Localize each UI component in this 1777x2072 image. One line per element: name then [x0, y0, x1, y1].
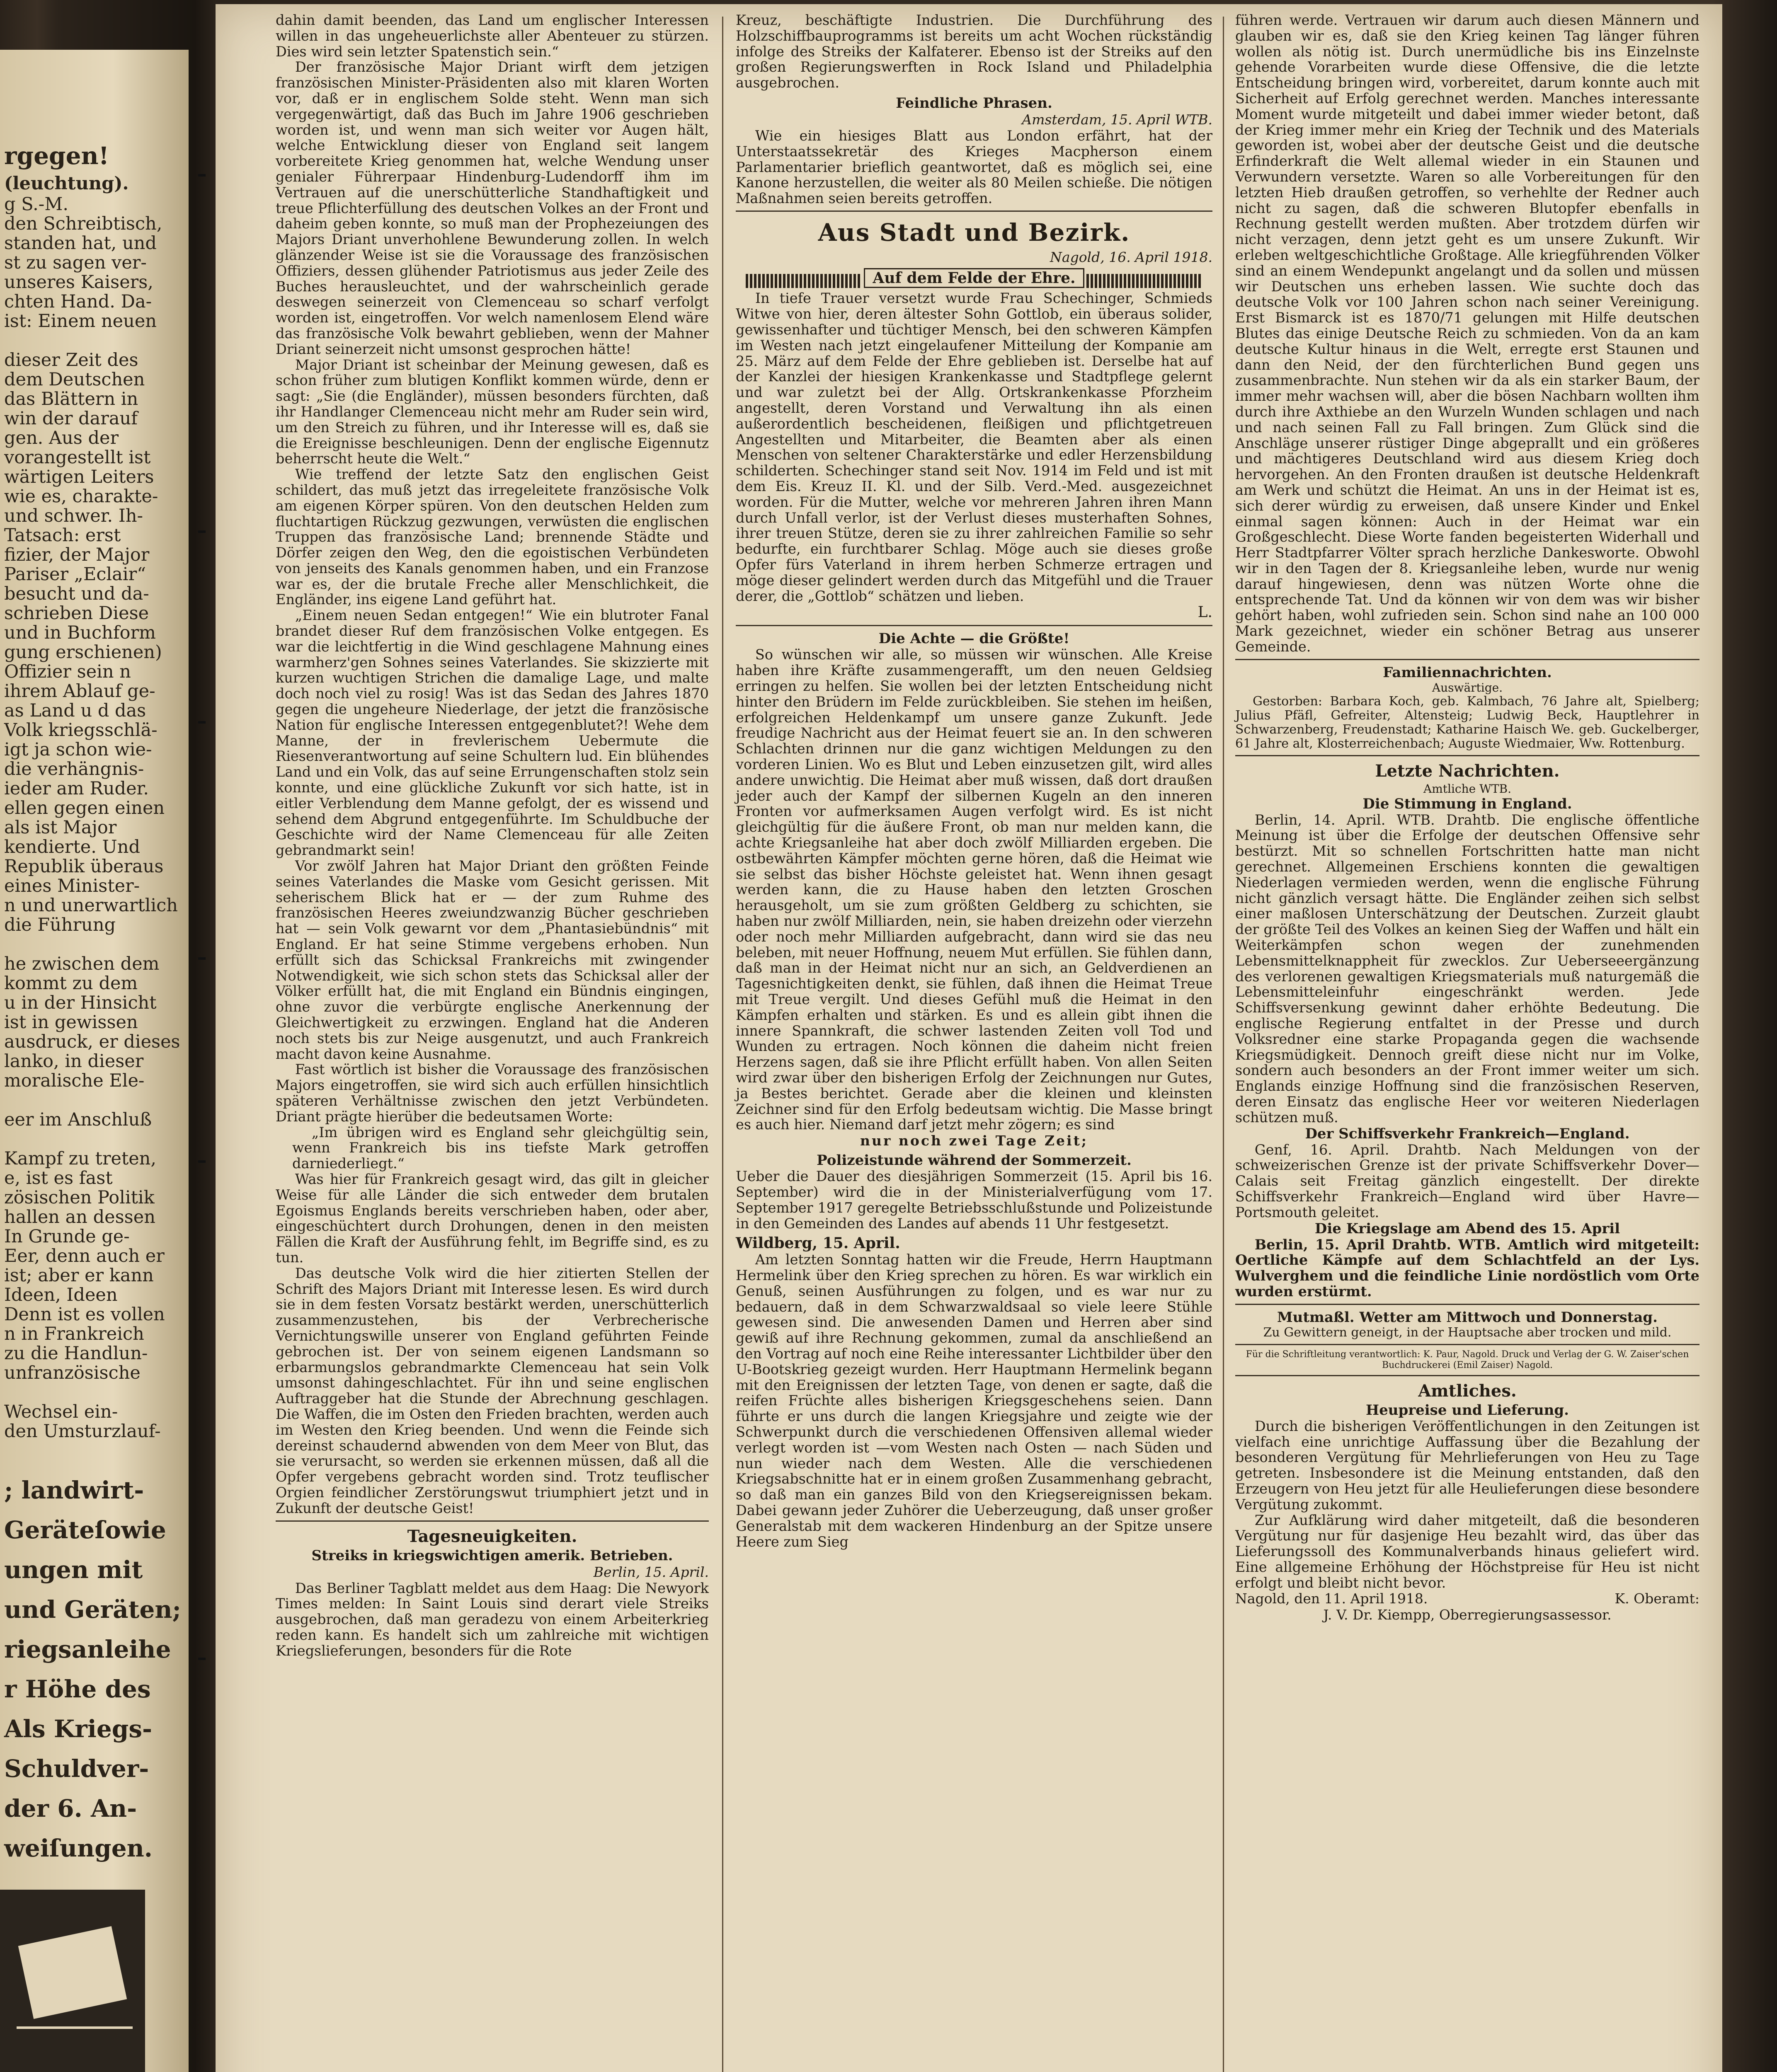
col1-para: „Einem neuen Sedan entgegen!“ Wie ein blutroter Fanal brandet dieser Ruf dem französischen Volke entgegen. Es war die leichtfertig in die Wind geschlagene Mahnung eines warmherz'gen Sohnes seines Vaterlandes. Sie skizzierte mit kurzen wuchtigen Strichen die damalige Lage, und malte doch noch viel zu rosig! Was ist das Sedan des Jahres 1870 gegen die ungeheure Niederlage, der jetzt die französische Nation für englische Interessen entgegenblutet?! Wehe dem Manne, der in frevlerischem Uebermute die Riesenverantwortung auf seine Schultern lud. Ein blühendes Land und ein Volk, das auf seine Errungenschaften stolz sein konnte, und eine glückliche Zukunft vor sich hatte, ist in eitler Verblendung dem Manne gefolgt, der es wissend und sehend dem Abgrund entgegenführte. Im Schuldbuche der Geschichte wird der Name Clemenceau für alle Zeiten gebrandmarkt sein! [276, 607, 709, 859]
article-title: Der Schiffsverkehr Frankreich—England. [1305, 1125, 1630, 1142]
dateline: Berlin, 15. April. [593, 1564, 709, 1580]
left-line: Volk kriegsschlä- [4, 720, 158, 741]
left-line: den Schreibtisch, [4, 213, 162, 234]
newspaper-page [216, 4, 1722, 2072]
margin-mark [198, 174, 206, 177]
col2-para: Kreuz, beschäftigte Industrien. Die Durchführung des Holzschiffbauprogramms ist bereits um acht Wochen rückständig infolge des Streiks der Kalfaterer. Ebenso ist der Streiks auf den großen Regierungswerften in Rock Island und Philadelphia ausgebrochen. [736, 12, 1212, 91]
ornament-icon [746, 274, 862, 288]
left-line: wie es, charakte- [4, 486, 158, 507]
col2-para: So wünschen wir alle, so müssen wir wünschen. Alle Kreise haben ihre Kräfte zusammengerafft, um den neuen Geldsieg erringen zu helfen. Sie wollen bei der letzten Entscheidung nicht hinter den Brüdern im Felde zurückbleiben. Sie stehen im heißen, erfolgreichen Heldenkampf um unsere ganze Zukunft. Jede freudige Nachricht aus der Heimat feuert sie an. In den schweren Schlachten drinnen nur die ganz wichtigen Meldungen zu den vorderen Linien. Wo es Blut und Leben einzusetzen gilt, wird alles andere unwichtig. Die Heimat aber muß wissen, daß dort draußen jeder auch der Kampf der silbernen Kugeln an den inneren Fronten vor aufmerksamen Augen verfolgt wird. Es ist nicht gleichgültig für die äußere Front, ob man nur melden kann, die achte Kriegsanleihe hat aber doch zwölf Milliarden ergeben. Die ostbewährten Kämpfer möchten gerne hören, daß die Heimat wie sie selbst das bisher Höchste geleistet hat. Wenn ihnen gesagt werden kann, die zu Hause haben den letzten Groschen herausgeholt, um sie zum größten Geldberg zu schichten, sie haben nur zwölf Milliarden, nein, sie haben dreizehn oder vierzehn oder noch mehr Milliarden aufgebracht, dann wird sie das neu beleben, mit neuer Hoffnung, neuem Mut erfüllen. Sie fühlen dann, daß man in der Heimat nicht nur an sich, an Geldverdienen an Tagesnichtigkeiten denkt, sie fühlen, daß ihnen die Heimat Treue mit Treue vergilt. Und dieses Gefühl muß die Heimat in den Kämpfen erhalten und stärken. Es und es allein gibt ihnen die innere Spannkraft, die schwer lastenden Zeiten voll Tod und Wunden zu ertragen. Noch können die daheim nicht freien Herzens sagen, daß sie ihre Pflicht erfüllt haben. Von allen Seiten wird zwar über den bisherigen Erfolg der Zeichnungen nur Gutes, ja Bestes berichtet. Gerade aber die kleinen und kleinsten Zeichner sind für den Erfolg bedeutsam wichtig. Die Masse bringt es auch hier. Niemand darf jetzt mehr zögern; es sind [736, 646, 1212, 1133]
left-line: eer im Anschluß [4, 1109, 152, 1130]
left-line: standen hat, und [4, 233, 157, 254]
left-line: he zwischen dem [4, 954, 160, 974]
left-line: n und unerwartlich [4, 895, 178, 916]
left-line: Denn ist es vollen [4, 1304, 165, 1325]
left-line: wärtigen Leiters [4, 467, 154, 487]
left-line: Offizier sein n [4, 661, 131, 682]
left-advert-line: r Höhe des [4, 1675, 151, 1703]
left-line: chten Hand. Da- [4, 291, 152, 312]
left-line: ihrem Ablauf ge- [4, 681, 155, 702]
left-line: unseres Kaisers, [4, 272, 153, 293]
col1-para: Das deutsche Volk wird die hier zitierten Stellen der Schrift des Majors Driant mit Interesse lesen. Es wird durch sie in dem festen Vorsatz bestärkt werden, unerschütterlich zusammenzustehen, bis der Verbrecherische Vernichtungswille unserer von England geführten Feinde gebrochen ist. Der von seinem eigenen Landsmann so erbarmungslos gebrandmarkte Clemenceau hat sein Volk umsonst dahingeschlachtet. Für ihn und seine englischen Auftraggeber hat die Stunde der Abrechnung geschlagen. Die Waffen, die im Osten den Frieden brachten, werden auch im Westen den Krieg beenden. Und wenn die Feinde sich dereinst schaudernd abwenden von dem Meer von Blut, das sie verursacht, so werden sie erkennen müssen, daß all die Opfer vergebens gebracht worden sind. Trotz teuflischer Orgien feindlicher Zerstörungswut triumphiert jetzt und in Zukunft der deutsche Geist! [276, 1265, 709, 1516]
left-line: Ideen, Ideen [4, 1285, 118, 1305]
left-line: ist in gewissen [4, 1012, 138, 1033]
left-line: dieser Zeit des [4, 350, 138, 370]
section-title: Aus Stadt und Bezirk. [818, 218, 1130, 247]
left-line: Kampf zu treten, [4, 1148, 157, 1169]
margin-mark [198, 957, 206, 960]
left-line: das Blättern in [4, 389, 138, 409]
section-title: Tagesneuigkeiten. [407, 1526, 577, 1546]
section-rule [1235, 659, 1699, 660]
article-title: Die Stimmung in England. [1362, 795, 1572, 812]
left-line: Pariser „Eclair“ [4, 564, 146, 585]
left-line: n in Frankreich [4, 1324, 144, 1344]
left-line: den Umsturzlauf- [4, 1421, 161, 1442]
section-rule [1235, 1344, 1699, 1345]
left-advert-line: der 6. An- [4, 1794, 137, 1823]
article-title: Polizeistunde während der Sommerzeit. [817, 1152, 1132, 1169]
left-line: ieder am Ruder. [4, 778, 149, 799]
article-title: Auf dem Felde der Ehre. [864, 268, 1084, 288]
left-line: und in Buchform [4, 622, 156, 643]
left-line: dem Deutschen [4, 369, 145, 390]
col1-para: Major Driant ist scheinbar der Meinung gewesen, daß es schon früher zum blutigen Konflikt kommen würde, denn er sagt: „Sie (die Engländer), müssen besonders fürchten, daß ihr Handlanger Clemenceau nicht mehr am Ruder sein wird, um den Streich zu führen, und ihr Interesse will es, daß sie die Ereignisse beschleunigen. Denn der englische Eigennutz beherrscht heute die Welt.“ [276, 356, 709, 467]
section-title: Letzte Nachrichten. [1375, 761, 1560, 781]
imprint: Für die Schriftleitung verantwortlich: K. Paur, Nagold. Druck und Verlag der G. W. Zaiser'schen Buchdruckerei (Emil Zaiser) Nagold. [1246, 1349, 1689, 1370]
left-line: In Grunde ge- [4, 1226, 130, 1247]
left-title: rgegen! [4, 142, 109, 170]
left-line: g S.-M. [4, 194, 69, 215]
section-subtitle: Auswärtige. [1432, 680, 1503, 695]
left-line: Tatsach: erst [4, 525, 121, 546]
left-advert-line: ; landwirt- [4, 1476, 144, 1504]
left-advert-line: Geräteſowie [4, 1516, 166, 1544]
margin-mark [198, 1658, 206, 1660]
left-line: eines Minister- [4, 876, 140, 896]
decree-footer [1235, 1591, 1699, 1607]
left-line: unfranzösische [4, 1363, 141, 1383]
left-subtitle: (leuchtung). [4, 173, 129, 194]
margin-mark [198, 530, 206, 533]
spaced-line: nur noch zwei Tage Zeit; [860, 1133, 1088, 1149]
article-title: Heupreise und Lieferung. [1365, 1402, 1569, 1418]
section-rule [736, 211, 1212, 212]
left-line: igt ja schon wie- [4, 739, 152, 760]
col1-para: Wie treffend der letzte Satz den englischen Geist schildert, das muß jetzt das irregeleitete französische Volk am eigenen Körper spüren. Von den deutschen Helden zum fluchtartigen Rückzug gezwungen, verwüsten die englischen Truppen das französische Land; brennende Städte und Dörfer zeigen den Weg, den die egoistischen Verbündeten von jenseits des Kanals genommen haben, und ein Franzose war es, der die brutale Freche aller Menschlichkeit, die Engländer, ins eigene Land geführt hat. [276, 466, 709, 608]
section-rule [736, 625, 1212, 626]
left-line: und schwer. Ih- [4, 506, 143, 526]
column-rule [722, 17, 723, 2072]
column-rule [1223, 17, 1224, 2072]
col1-para: dahin damit beenden, das Land um englischer Interessen willen in das ungeheuerlichste aller Abenteuer zu stürzen. Dies wird sein letzter Spatenstich sein.“ [276, 12, 709, 60]
left-line: hallen an dessen [4, 1207, 155, 1227]
left-line: besucht und da- [4, 583, 149, 604]
article-title: Die Kriegslage am Abend des 15. April [1314, 1220, 1620, 1237]
left-line: moralische Ele- [4, 1070, 145, 1091]
col2-para: Wie ein hiesiges Blatt aus London erfährt, hat der Unterstaatssekretär des Krieges Macpherson einem Parlamentarier brieflich geantwortet, daß es möglich sei, eine Kanone herzustellen, die weiter als 80 Meilen schieße. Die nötigen Maßnahmen seien bereits getroffen. [736, 127, 1212, 207]
col3-para: Gestorben: Barbara Koch, geb. Kalmbach, 76 Jahre alt, Spielberg; Julius Pfäfl, Gefreiter, Altensteig; Ludwig Beck, Hauptlehrer in Schwarzenberg, Freudenstadt; Katharine Haisch We. geb. Guckelberger, 61 Jahre alt, Klosterreichenbach; Auguste Wiedmaier, Ww. Rottenburg. [1235, 694, 1699, 751]
col1-quote: „Im übrigen wird es England sehr gleichgültig sein, wenn Frankreich bis ins tiefste Mark getroffen darniederliegt.“ [292, 1124, 709, 1172]
col3-para: Genf, 16. April. Drahtb. Nach Meldungen von der schweizerischen Grenze ist der private Schiffsverkehr Dover—Calais seit Freitag gänzlich eingestellt. Der direkte Schiffsverkehr Frankreich—England wird über Havre—Portsmouth geleitet. [1235, 1141, 1699, 1220]
col2-para: Am letzten Sonntag hatten wir die Freude, Herrn Hauptmann Hermelink über den Krieg sprechen zu hören. Es war wirklich ein Genuß, seinen Ausführungen zu folgen, und es war nur zu bedauern, daß in dem Schwarzwaldsaal so viele leere Stühle gewesen sind. Die anwesenden Damen und Herren aber sind gewiß auf ihre Rechnung gekommen, zumal da anschließend an den Vortrag auf noch eine Reihe interessanter Lichtbilder über den U-Bootskrieg gezeigt wurden. Herr Hauptmann Hermelink begann mit den Ereignissen der letzten Tage, von denen er sagte, daß die reifen Früchte alles bisherigen Kriegsgeschehens seien. Dann führte er uns durch die langen Kriegsjahre und zeigte wie der Schwerpunkt durch die verschiedenen Offensiven allemal wieder verlegt worden ist —vom Westen nach Osten — nach Süden und nun wieder nach dem Westen. Alle die verschiedenen Kriegsabschnitte hat er in einem großen Zusammenhang gebracht, so daß man ein ganzes Bild von den Kriegsereignissen bekam. Dabei gewann jeder Zuhörer die Ueberzeugung, daß unser großer Generalstab mit dem wackeren Hindenburg an der Spitze unsere Heere zum Sieg [736, 1251, 1212, 1550]
weather-text: Zu Gewittern geneigt, in der Hauptsache aber trocken und mild. [1263, 1325, 1672, 1340]
margin-mark [198, 1160, 206, 1163]
dateline: Amsterdam, 15. April WTB. [1022, 111, 1212, 128]
signature: L. [1198, 604, 1212, 621]
left-line: u in der Hinsicht [4, 992, 157, 1013]
article-title: Streiks in kriegswichtigen amerik. Betrieben. [311, 1547, 673, 1564]
left-line: ist: Einem neuen [4, 311, 157, 332]
column-3 [1235, 12, 1699, 1623]
left-line: e, ist es fast [4, 1168, 113, 1188]
col1-para: Vor zwölf Jahren hat Major Driant den größten Feinde seines Vaterlandes die Maske vom Gesicht gerissen. Mit seherischem Blick hat er — der zum Ruhme des französischen Heeres zweiundzwanzig Bücher geschrieben hat — sein Volk gewarnt vor dem „Phantasiebündnis“ mit England. Er hat seine Stimme vergebens erhoben. Nun erfüllt sich das Schicksal Frankreichs mit zwingender Notwendigkeit, wie sich schon stets das Schicksal aller der Völker erfüllt hat, die mit England ein Bündnis eingingen, ohne zuvor die verbürgte englische Anerkennung der Gleichwertigkeit zu erzwingen. England hat die Anderen noch stets bis zur Neige ausgenutzt, und auch Frankreich macht davon keine Ausnahme. [276, 858, 709, 1062]
section-title: Familiennachrichten. [1383, 664, 1552, 681]
ehre-heading [736, 268, 1212, 288]
ornament-icon [1086, 274, 1202, 288]
left-line: lanko, in dieser [4, 1051, 144, 1072]
margin-mark [198, 721, 206, 724]
left-line: schrieben Diese [4, 603, 149, 624]
left-line: Republik überaus [4, 856, 164, 877]
col3-para: Zur Aufklärung wird daher mitgeteilt, daß die besonderen Vergütung nur für dasjenige Heu bezahlt wird, das über das Lieferungssoll des Kommunalverbands hinaus geliefert wird. Eine allgemeine Erhöhung der Höchstpreise für Heu ist nicht erfolgt und bleibt nicht bevor. [1235, 1512, 1699, 1591]
left-line: Eer, denn auch er [4, 1246, 165, 1266]
col3-para: Berlin, 14. April. WTB. Drahtb. Die englische öffentliche Meinung ist über die Erfolge der deutschen Offensive sehr bestürzt. Mit so schnellen Fortschritten hatte man nicht gerechnet. Allgemeinen Erschiens konnten die gewaltigen Niederlagen vermieden werden, wenn die englische Führung nicht gänzlich versagt hätte. Die Engländer zeihen sich selbst einer maßlosen Unterschätzung der Deutschen. Zurzeit glaubt der größte Teil des Volkes an keinen Sieg der Waffen und hält ein Weiterkämpfen schon wegen der zunehmenden Lebensmittelknappheit für zwecklos. Zur Ueberseeergänzung des verlorenen gewaltigen Kriegsmaterials muß naturgemäß die Lebensmitteleinfuhr eingeschränkt werden. Jede Schiffsversenkung gewinnt daher erhöhte Bedeutung. Die englische Regierung entfaltet in der Presse und durch Volksredner eine starke Propaganda gegen die wachsende Kriegsmüdigkeit. Dennoch greift diese nicht nur im Volke, sondern auch besonders an der Front immer weiter um sich. Englands einzige Hoffnung sind die französischen Reserven, deren Einsatz das englische Heer vor weiteren Niederlagen schützen muß. [1235, 811, 1699, 1126]
left-advert-line: und Geräten; [4, 1595, 181, 1624]
left-line: fizier, der Major [4, 545, 150, 565]
left-line: zösischen Politik [4, 1187, 155, 1208]
col3-para: Durch die bisherigen Veröffentlichungen in den Zeitungen ist vielfach eine unrichtige Auffassung über die Bezahlung der besonderen Vergütung für Mehrlieferungen von Heu zu Tage getreten. Insbesondere ist die Meinung entstanden, daß den Erzeugern von Heu jetzt für alle Heulieferungen diese besondere Vergütung zukommt. [1235, 1418, 1699, 1513]
left-advert-illustration [0, 1890, 145, 2072]
left-line: gung erschienen) [4, 642, 162, 663]
left-line: als ist Major [4, 817, 117, 838]
left-line: Wechsel ein- [4, 1402, 118, 1422]
left-line: st zu sagen ver- [4, 252, 147, 273]
section-subtitle: Amtliche WTB. [1423, 782, 1512, 796]
left-line: ausdruck, er dieses [4, 1031, 180, 1052]
section-title: Amtliches. [1418, 1381, 1517, 1401]
dateline: Nagold, 16. April 1918. [1050, 249, 1212, 265]
decree-date: Nagold, den 11. April 1918. [1235, 1590, 1428, 1607]
left-line: die verhängnis- [4, 759, 144, 779]
decree-signature: J. V. Dr. Kiempp, Oberregierungsassessor. [1323, 1606, 1612, 1623]
left-line: kommt zu dem [4, 973, 138, 994]
section-rule [276, 1520, 709, 1522]
article-title: Die Achte — die Größte! [878, 630, 1070, 647]
section-rule [1235, 755, 1699, 756]
left-page-fragment [0, 50, 189, 2072]
article-title: Wildberg, 15. April. [736, 1234, 900, 1252]
col1-para: Der französische Major Driant wirft dem jetzigen französischen Minister-Präsidenten also mit klaren Worten vor, daß er in englischem Solde steht. Wenn man sich vergegenwärtigt, daß das Buch im Jahre 1906 geschrieben worden ist, und wenn man sich weiter vor Augen hält, welche Entwicklung dieser von England seit langem vorbereitete Krieg genommen hat, welche Wendung unser genialer Führerpaar Hindenburg-Ludendorff ihm im Vertrauen auf die unerschütterliche Standhaftigkeit und treue Pflichterfüllung des deutschen Volkes an der Front und daheim geben konnte, so muß man der Prophezeiungen des Majors Driant unverhohlene Bewunderung zollen. In welch glänzender Weise ist sie die Voraussage des französischen Offiziers, dessen glühender Patriotismus aus jeder Zeile des Buches herausleuchtet, und der wahrscheinlich gerade deswegen seinerzeit von Clemenceau so scharf verfolgt worden ist, eingetroffen. Vor welch namenlosem Elend wäre das französische Volk bewahrt geblieben, wenn der Mahner Driant seinerzeit nicht umsonst gesprochen hätte! [276, 59, 709, 357]
col3-para: Berlin, 15. April Drahtb. WTB. Amtlich wird mitgeteilt: Oertliche Kämpfe auf dem Schlachtfeld an der Lys. Wulverghem und die feindliche Linie nordöstlich vom Orte wurden erstürmt. [1235, 1236, 1699, 1300]
left-advert-line: riegsanleihe [4, 1635, 171, 1663]
left-line: gen. Aus der [4, 428, 119, 448]
col1-para: Was hier für Frankreich gesagt wird, das gilt in gleicher Weise für alle Länder die sich entweder dem brutalen Egoismus Englands bereits verschrieben haben, oder aber, eingeschüchtert durch Drohungen, denen in den meisten Fällen die Kraft der Ausführung fehlt, im Begriffe sind, es zu tun. [276, 1171, 709, 1266]
weather-title: Mutmaßl. Wetter am Mittwoch und Donnerstag. [1277, 1309, 1658, 1326]
left-advert-line: weiſungen. [4, 1834, 153, 1862]
decree-office: K. Oberamt: [1615, 1590, 1699, 1607]
section-rule [1235, 1304, 1699, 1305]
column-1 [276, 12, 709, 1658]
col3-para: führen werde. Vertrauen wir darum auch diesen Männern und glauben wir es, daß sie den Krieg keinen Tag länger führen wollen als nötig ist. Durch unermüdliche bis ins Einzelnste gehende Vorarbeiten wurde diese Offensive, die die letzte Entscheidung bringen wird, vorbereitet, darum konnte auch mit Sicherheit auf Erfolg gerechnet werden. Manches interessante Moment wurde mitgeteilt und dabei immer wieder betont, daß der Krieg immer mehr ein Krieg der Technik und des Materials geworden ist, wobei aber der deutsche Geist und die deutsche Erfinderkraft die Welt allemal wieder in ein Staunen und Verwundern versetzte. Waren so alle Vorbereitungen für den letzten Hieb draußen getroffen, so verhehlte der Redner auch nicht zu sagen, daß die schweren Blutopfer ebenfalls in Rechnung gestellt werden mußten. Aber trotzdem dürfen wir nicht verzagen, denn jetzt geht es um unsere Zukunft. Wir erleben weltgeschichtliche Großtage. Alle kriegführenden Völker sind an einem Wendepunkt angelangt und da sollen und müssen wir Deutschen uns erheben lassen. Wie suchte doch das deutsche Volk vor 100 Jahren schon nach seiner Vereinigung. Erst Bismarck ist es 1870/71 gelungen mit Hilfe deutschen Blutes das einige Deutsche Reich zu schmieden. Von da an kam deutsche Kultur hinaus in die Welt, erregte erst Staunen und dann den Neid, der den fürchterlichen Bund gegen uns zusammenbrachte. Nun stehen wir da als ein starker Baum, der immer mehr wachsen will, aber die bösen Nachbarn wollten ihm durch ihre Axthiebe an den Wurzeln Wunden schlagen und nach und nach seinen Fall zu Fall bringen. Zum Glück sind die Anschläge unserer rüstiger Dinge abgeprallt und ein größeres und mächtigeres Deutschland wird aus diesem Krieg doch hervorgehen. An den Fronten draußen ist deutsche Heldenkraft am Werk und schützt die Heimat. An uns in der Heimat ist es, sich derer würdig zu erweisen, daß unsere Kinder und Enkel einmal sagen können: Auch in der Heimat war ein Großgeschlecht. Diese Worte fanden begeisterten Widerhall und Herr Stadtpfarrer Völter sprach herzliche Dankesworte. Obwohl wir in den Tagen der 8. Kriegsanleihe leben, wurde nur wenig darauf hingewiesen, denn was nützen Worte ohne die entsprechende Tat. Und da können wir von dem was wir bisher gehört haben, wohl zufrieden sein. Schon sind nahe an 100 000 Mark gezeichnet, wieder ein schöner Betrag aus unserer Gemeinde. [1235, 12, 1699, 655]
left-advert-line: ungen mit [4, 1556, 143, 1584]
left-line: win der darauf [4, 408, 138, 429]
left-line: vorangestellt ist [4, 447, 151, 468]
left-line: ist; aber er kann [4, 1265, 154, 1286]
col1-para: Das Berliner Tagblatt meldet aus dem Haag: Die Newyork Times melden: In Saint Louis sind derart viele Streiks ausgebrochen, daß man geradezu von einem Arbeiterkrieg reden kann. Es handelt sich um zahlreiche mit wichtigen Kriegslieferungen, besonders für die Rote [276, 1580, 709, 1659]
left-advert-line: Schuldver- [4, 1755, 149, 1783]
col2-para: In tiefe Trauer versetzt wurde Frau Schechinger, Schmieds Witwe von hier, deren ältester Sohn Gottlob, ein überaus solider, gewissenhafter und tüchtiger Mensch, bei den schweren Kämpfen im Westen nach jetzt eingelaufener Mitteilung der Kompanie am 25. März auf dem Felde der Ehre geblieben ist. Derselbe hat auf der Kanzlei der hiesigen Krankenkasse und Stadtpflege gelernt und war zuletzt bei der Allg. Ortskrankenkasse Pforzheim angestellt, deren Vorstand und Verwaltung ihn als einen außerordentlich bescheidenen, fleißigen und pflichtgetreuen Angestellten und Mitarbeiter, die Beamten aber als einen Menschen von seltener Charakterstärke und edler Herzensbildung schilderten. Schechinger stand seit Nov. 1914 im Feld und ist mit dem Eis. Kreuz II. Kl. und der Silb. Verd.-Med. ausgezeichnet worden. Für die Mutter, welche vor mehreren Jahren ihren Mann durch Unfall verlor, ist der Verlust dieses musterhaften Sohnes, ihrer treuen Stütze, deren sie zu ihrer zahlreichen Familie so sehr bedurfte, ein furchtbarer Schlag. Möge auch sie dieses große Opfer fürs Vaterland in ihrem herben Schmerze ertragen und möge dieser gelindert werden durch das Mitgefühl und die Trauer derer, die „Gottlob“ schätzen und lieben. [736, 290, 1212, 604]
left-line: die Führung [4, 915, 116, 935]
left-advert-line: Als Kriegs- [4, 1715, 153, 1743]
col2-para: Ueber die Dauer des diesjährigen Sommerzeit (15. April bis 16. September) wird die in der Ministerialverfügung vom 17. September 1917 geregelte Betriebsschlußstunde und Polizeistunde in den Gemeinden des Landes auf abends 11 Uhr festgesetzt. [736, 1168, 1212, 1232]
left-line: as Land u d das [4, 700, 146, 721]
left-line: kendierte. Und [4, 837, 141, 857]
article-title: Feindliche Phrasen. [896, 94, 1052, 111]
col1-para: Fast wörtlich ist bisher die Voraussage des französischen Majors eingetroffen, sie wird sich auch erfüllen hinsichtlich späteren Verhältnisse zwischen den jetzt Verbündeten. Driant prägte hierüber die bedeutsamen Worte: [276, 1061, 709, 1125]
column-2 [736, 12, 1212, 1549]
left-line: zu die Handlun- [4, 1343, 148, 1364]
section-rule [1235, 1375, 1699, 1376]
left-line: ellen gegen einen [4, 798, 165, 818]
